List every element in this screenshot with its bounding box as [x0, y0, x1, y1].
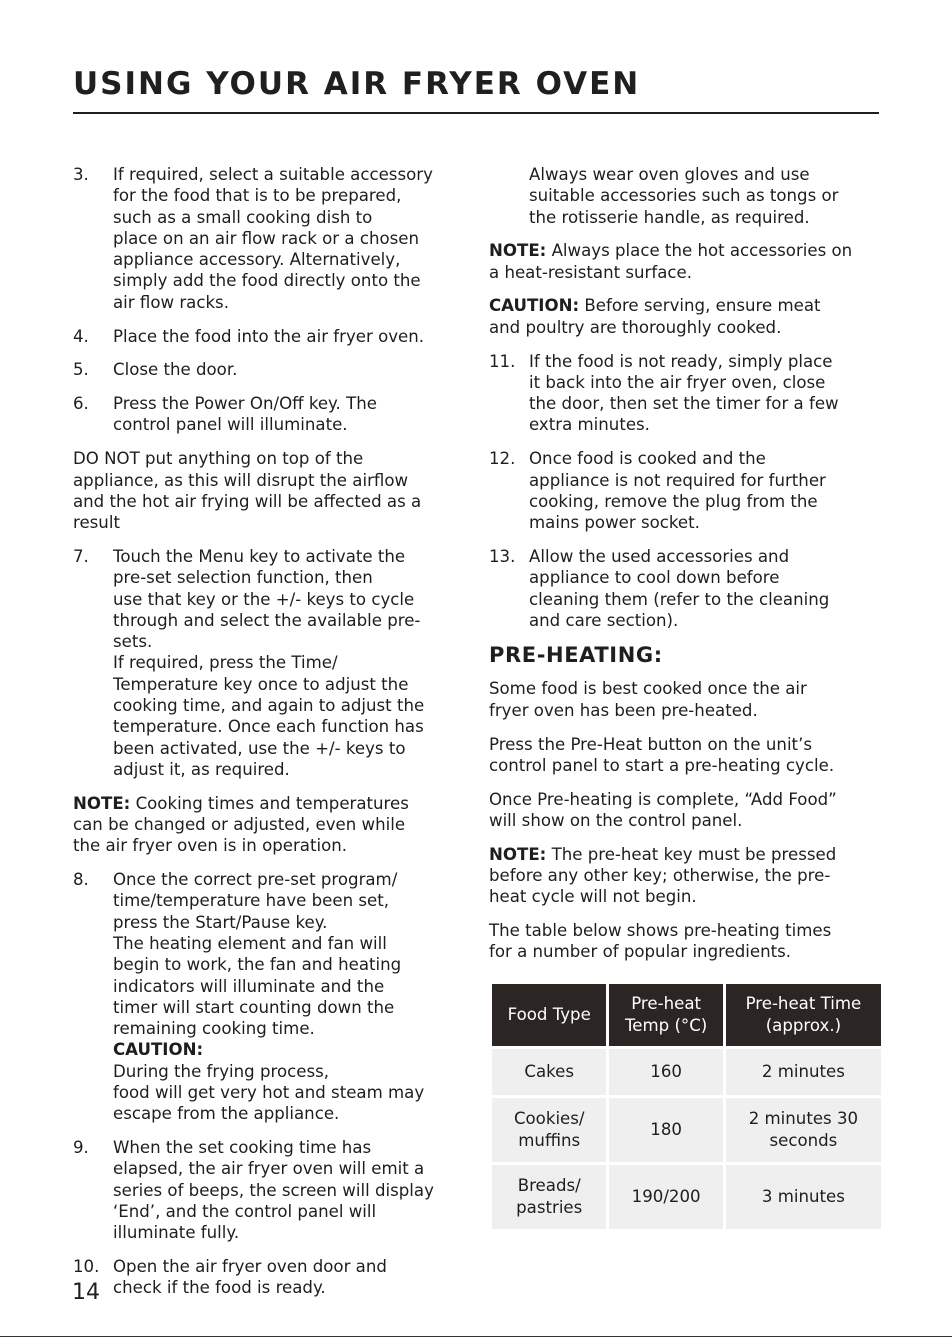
text-line: appliance, as this will disrupt the airflow	[73, 470, 409, 490]
title-divider	[73, 112, 879, 114]
step-text: Place the food into the air fryer oven.	[113, 326, 425, 346]
text-line: The table below shows pre-heating times	[489, 921, 832, 941]
preheat-intro	[489, 678, 881, 721]
step-number: 11.	[489, 351, 516, 371]
table-row	[492, 1049, 881, 1095]
text-line: check if the food is ready.	[113, 1278, 326, 1298]
step-text: Close the door.	[113, 360, 238, 380]
text-line: If required, select a suitable accessory	[113, 165, 433, 184]
text-line: series of beeps, the screen will display	[113, 1180, 434, 1200]
text-line: indicators will illuminate and the	[113, 976, 385, 996]
step-12	[489, 448, 881, 533]
page-number: 14	[72, 1280, 100, 1305]
text-line: control panel to start a pre-heating cycle.	[489, 755, 835, 775]
text-line: 2 minutes 30	[748, 1108, 859, 1128]
text-line: and care section).	[529, 610, 679, 630]
text-line: Temp (°C)	[624, 1015, 708, 1035]
table-row	[492, 1098, 881, 1162]
step-4	[73, 326, 465, 347]
text-line: timer will start counting down the	[113, 997, 395, 1017]
text-line: pre-set selection function, then	[113, 568, 373, 588]
text-line: air flow racks.	[113, 292, 229, 312]
text-line: time/temperature have been set,	[113, 891, 390, 911]
text-line: Cookies/	[513, 1108, 585, 1128]
step-13	[489, 546, 881, 631]
text-line: the door, then set the timer for a few	[529, 394, 839, 414]
text-line: Pre-heat	[631, 993, 701, 1013]
note-text: Cooking times and temperatures can be changed or adjusted, even while the air fryer oven is in operation.	[73, 793, 409, 856]
text-line: the rotisserie handle, as required.	[529, 207, 810, 227]
bottom-border	[0, 1336, 952, 1337]
step-number: 10.	[73, 1257, 100, 1277]
text-line: appliance accessory. Alternatively,	[113, 250, 401, 270]
text-line: control panel will illuminate.	[113, 415, 348, 435]
step-10	[73, 1256, 465, 1299]
step-number: 9.	[73, 1138, 89, 1158]
text-line: If required, press the Time/	[113, 653, 338, 673]
text-line: for the food that is to be prepared,	[113, 186, 402, 206]
note-preheat-key	[489, 844, 881, 908]
step-number: 8.	[73, 870, 89, 890]
cell-time	[726, 1098, 881, 1162]
caution-text: During the frying process, food will get very hot and steam may escape from the appliance.	[113, 1061, 425, 1124]
text-line: Once Pre-heating is complete, “Add Food”	[489, 789, 837, 809]
text-line: 180	[650, 1119, 682, 1139]
caution-text: Before serving, ensure meat and poultry are thoroughly cooked.	[489, 296, 821, 337]
text-line: 2 minutes	[761, 1061, 845, 1081]
preheat-table	[489, 981, 884, 1232]
step-number: 7.	[73, 546, 89, 566]
text-line: Press the Power On/Off key. The	[113, 394, 377, 414]
cell-food	[492, 1098, 606, 1162]
header-food-type	[492, 984, 606, 1046]
caution-meat	[489, 295, 881, 338]
cell-temp	[609, 1165, 722, 1229]
step-text	[113, 546, 465, 780]
text-line: and the hot air frying will be affected as a	[73, 491, 422, 511]
cell-time	[726, 1165, 881, 1229]
text-line: (approx.)	[765, 1015, 842, 1035]
note-label: NOTE:	[489, 241, 547, 261]
step-text	[113, 393, 465, 436]
text-line: place on an air flow rack or a chosen	[113, 228, 420, 248]
step-10-continued	[489, 164, 881, 228]
text-line: been activated, use the +/- keys to	[113, 738, 406, 758]
step-3	[73, 164, 465, 313]
step-text	[529, 351, 881, 436]
text-line: result	[73, 513, 120, 533]
step-8-caution	[113, 1039, 465, 1124]
text-line: for a number of popular ingredients.	[489, 942, 792, 962]
note-hot-accessories	[489, 240, 881, 283]
text-line: remaining cooking time.	[113, 1019, 315, 1039]
text-line: Cakes	[524, 1061, 575, 1081]
step-5	[73, 359, 465, 380]
text-line: pastries	[516, 1197, 583, 1217]
text-line: Open the air fryer oven door and	[113, 1257, 387, 1277]
step-text	[113, 1256, 465, 1299]
cell-temp	[609, 1098, 722, 1162]
text-line: Always wear oven gloves and use	[529, 165, 810, 184]
text-line: ‘End’, and the control panel will	[113, 1202, 377, 1222]
text-line: Temperature key once to adjust the	[113, 674, 409, 694]
text-line: temperature. Once each function has	[113, 717, 424, 737]
text-line: Once the correct pre-set program/	[113, 870, 398, 890]
note-text: The pre-heat key must be pressed before any other key; otherwise, the pre- heat cycle will not begin.	[489, 844, 837, 907]
text-line: muffins	[518, 1130, 581, 1150]
cell-temp	[609, 1049, 722, 1095]
step-number: 6.	[73, 394, 89, 414]
step-text	[113, 869, 465, 1125]
text-line: appliance to cool down before	[529, 568, 780, 588]
step-7	[73, 546, 465, 780]
table-intro	[489, 920, 881, 963]
text-line: sets.	[113, 632, 153, 652]
text-line: Food Type	[507, 1004, 591, 1024]
text-line: 3 minutes	[761, 1186, 845, 1206]
text-line: Touch the Menu key to activate the	[113, 546, 406, 566]
step-text	[529, 448, 881, 533]
text-line: it back into the air fryer oven, close	[529, 372, 826, 392]
table-row	[492, 1165, 881, 1229]
text-line: suitable accessories such as tongs or	[529, 186, 839, 206]
cell-food	[492, 1049, 606, 1095]
step-8	[73, 869, 465, 1125]
text-line: If the food is not ready, simply place	[529, 351, 833, 371]
text-line: adjust it, as required.	[113, 759, 290, 779]
left-column	[73, 164, 465, 1311]
text-line: fryer oven has been pre-heated.	[489, 700, 758, 720]
text-line: press the Start/Pause key.	[113, 912, 328, 932]
text-line: elapsed, the air fryer oven will emit a	[113, 1159, 425, 1179]
preheat-complete-info	[489, 789, 881, 832]
caution-label: CAUTION:	[113, 1040, 204, 1060]
do-not-warning	[73, 448, 465, 533]
step-number: 4.	[73, 326, 89, 346]
text-line: appliance is not required for further	[529, 470, 826, 490]
note-label: NOTE:	[73, 793, 131, 813]
text-line: 160	[650, 1061, 682, 1081]
text-line: DO NOT put anything on top of the	[73, 449, 364, 469]
header-preheat-time	[726, 984, 881, 1046]
caution-label: CAUTION:	[489, 296, 580, 316]
step-text	[529, 546, 881, 631]
text-line: Allow the used accessories and	[529, 546, 790, 566]
text-line: will show on the control panel.	[489, 810, 743, 830]
text-line: seconds	[769, 1130, 838, 1150]
preheat-button-instruction	[489, 734, 881, 777]
note-text: Always place the hot accessories on a heat-resistant surface.	[489, 241, 853, 282]
note-label: NOTE:	[489, 844, 547, 864]
text-line: Breads/	[517, 1175, 581, 1195]
note-cooking-times	[73, 793, 465, 857]
step-text	[113, 1137, 465, 1243]
text-line: 190/200	[631, 1186, 701, 1206]
text-line: illuminate fully.	[113, 1223, 240, 1243]
text-line: mains power socket.	[529, 513, 700, 533]
step-6	[73, 393, 465, 436]
text-line: When the set cooking time has	[113, 1138, 372, 1158]
text-line: cleaning them (refer to the cleaning	[529, 589, 830, 609]
cell-time	[726, 1049, 881, 1095]
step-number: 13.	[489, 546, 516, 566]
step-number: 3.	[73, 165, 89, 184]
step-9	[73, 1137, 465, 1243]
step-number: 12.	[489, 449, 516, 469]
step-11	[489, 351, 881, 436]
text-line: Once food is cooked and the	[529, 449, 766, 469]
text-line: such as a small cooking dish to	[113, 207, 373, 227]
text-line: begin to work, the fan and heating	[113, 955, 402, 975]
text-line: Press the Pre-Heat button on the unit’s	[489, 734, 812, 754]
text-line: simply add the food directly onto the	[113, 271, 421, 291]
text-line: The heating element and fan will	[113, 934, 387, 953]
step-text	[113, 164, 465, 313]
step-8-text	[113, 869, 465, 1039]
text-line: Pre-heat Time	[745, 993, 862, 1013]
text-line: cooking, remove the plug from the	[529, 491, 818, 511]
cell-food	[492, 1165, 606, 1229]
page-title: USING YOUR AIR FRYER OVEN	[73, 66, 641, 102]
text-line: through and select the available pre-	[113, 610, 421, 630]
step-number: 5.	[73, 360, 89, 380]
header-preheat-temp	[609, 984, 722, 1046]
text-line: Some food is best cooked once the air	[489, 679, 807, 699]
section-heading-preheating: PRE-HEATING:	[489, 643, 663, 668]
text-line: use that key or the +/- keys to cycle	[113, 589, 415, 609]
text-line: extra minutes.	[529, 415, 650, 435]
right-column	[489, 164, 881, 1232]
text-line: cooking time, and again to adjust the	[113, 696, 425, 716]
table-header-row	[492, 984, 881, 1046]
